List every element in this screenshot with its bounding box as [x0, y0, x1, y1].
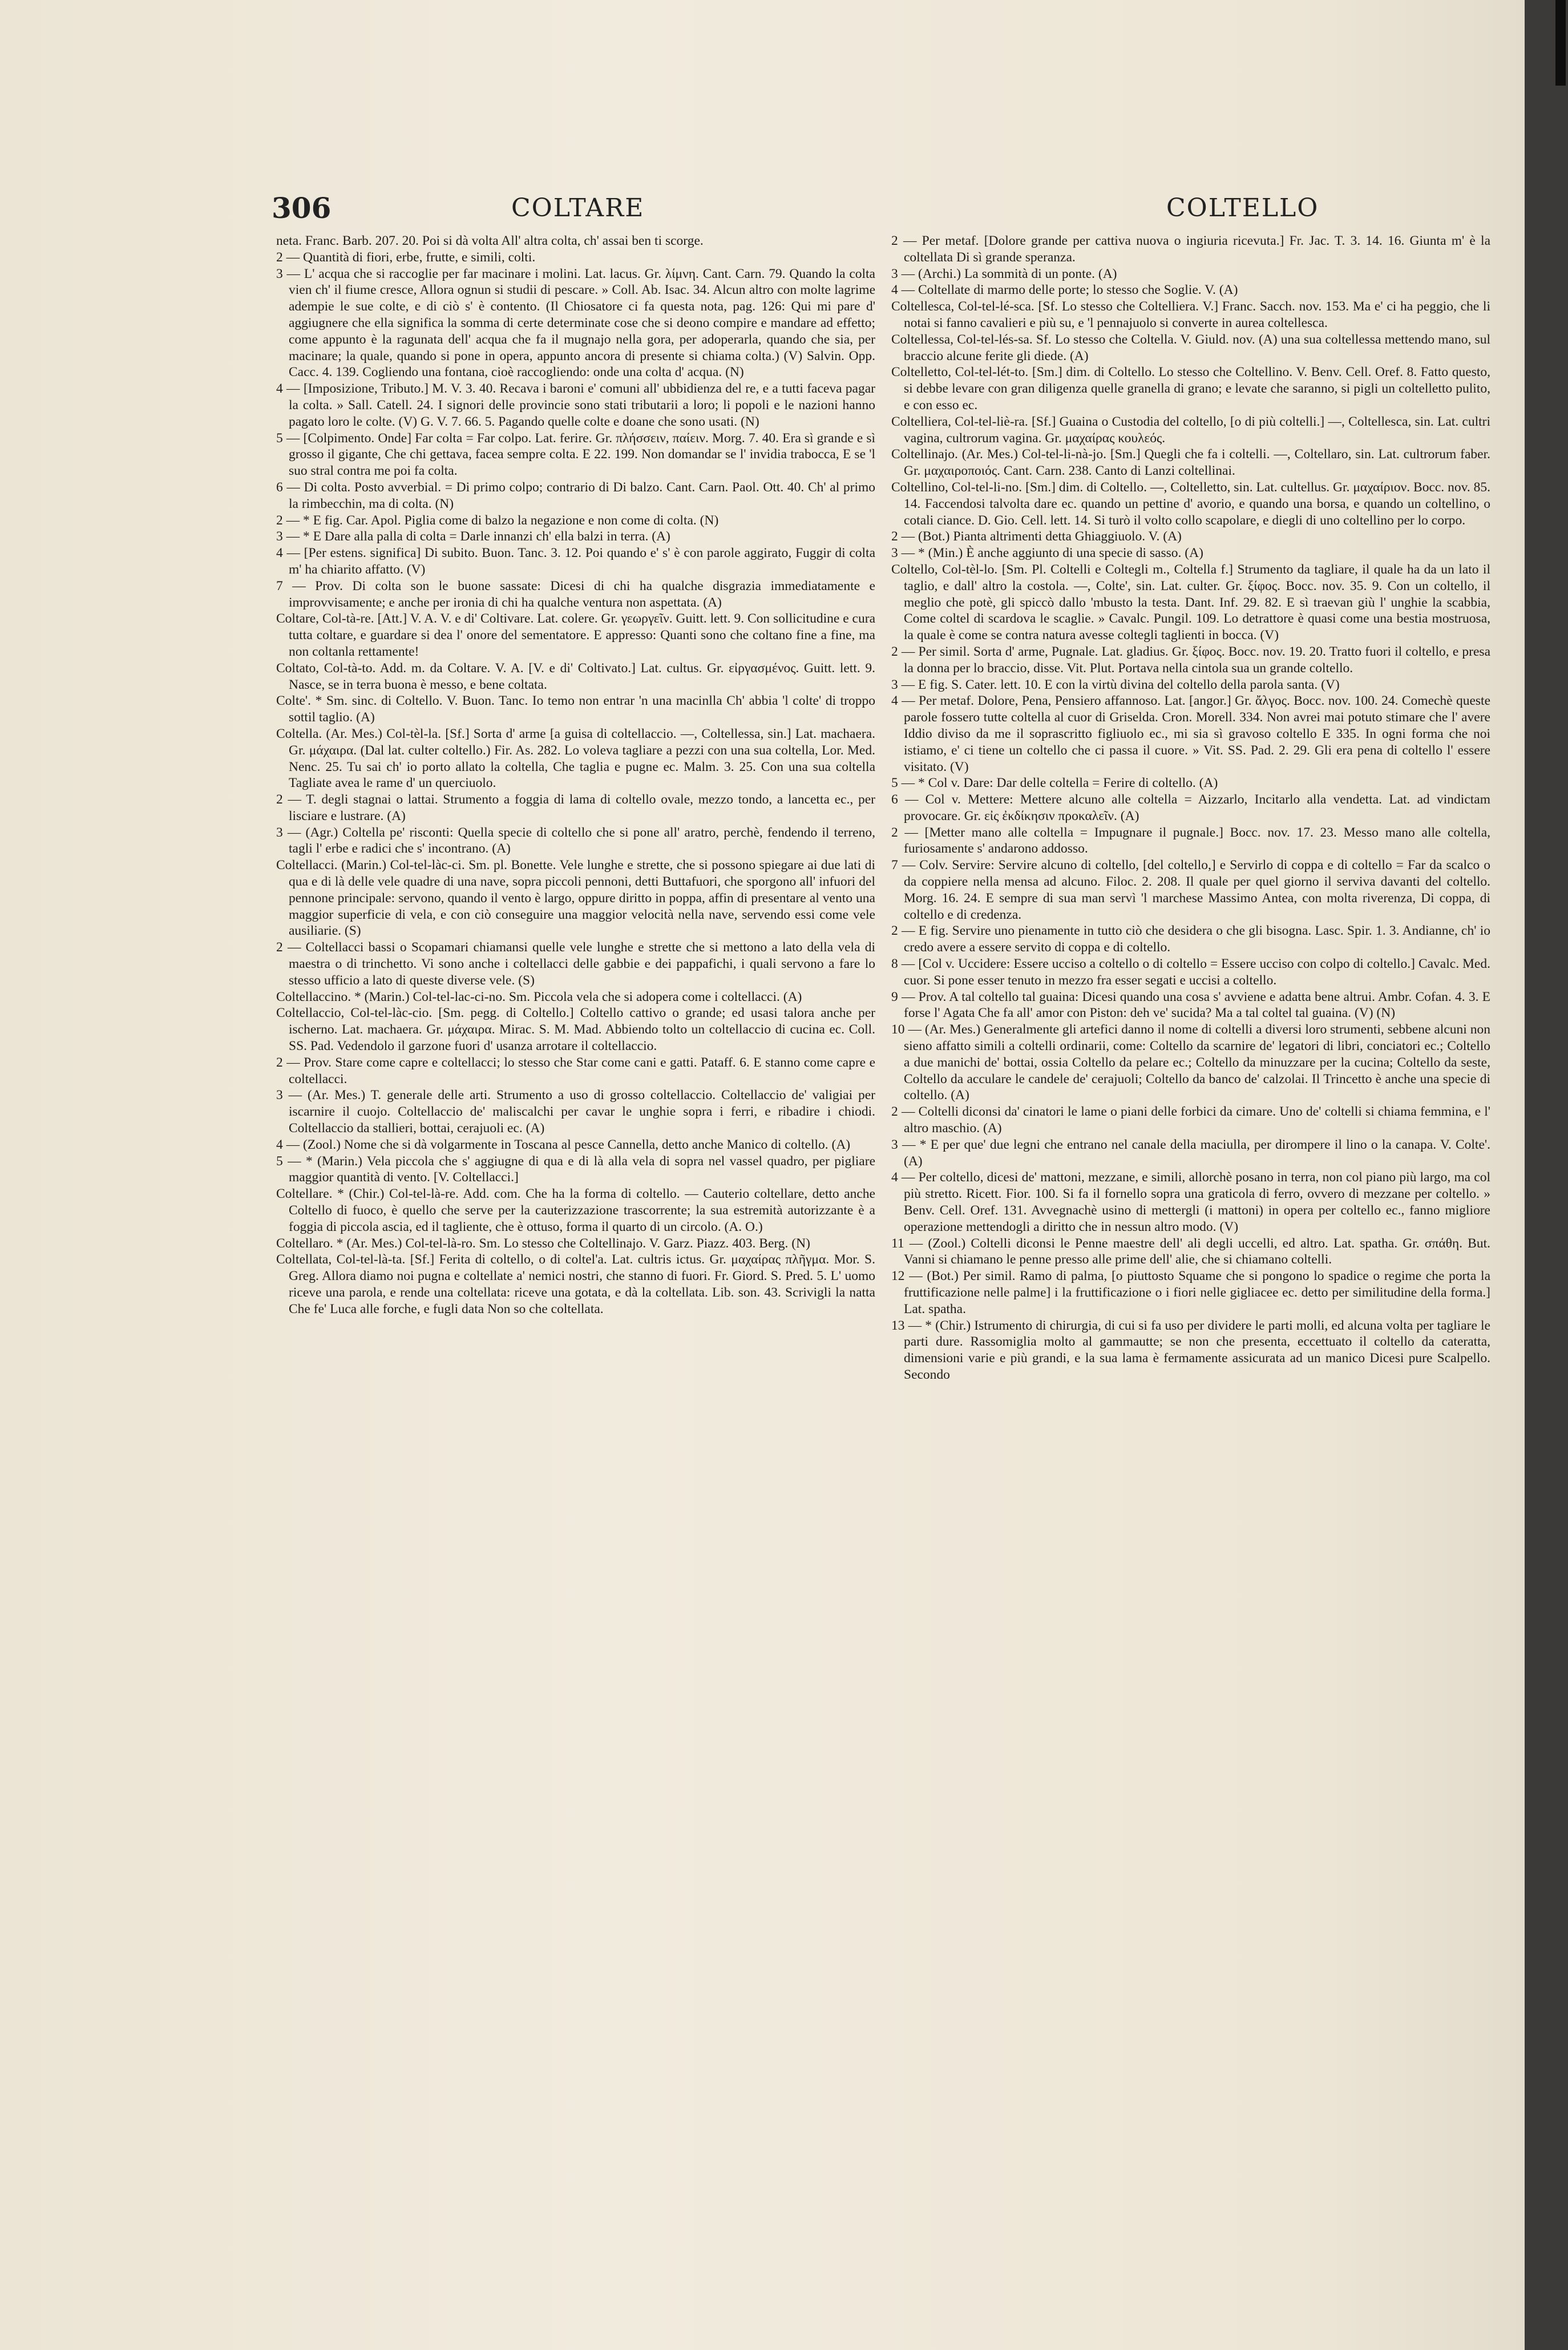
dictionary-entry: 2 — Coltellacci bassi o Scopamari chiamansi quelle vele lunghe e strette che si mettono a lato della vela di maestra o di trinchetto. Vi sono anche i coltellacci delle gabbie e dei pappafichi, i quali servono a fare lo stesso ufficio a lato di queste diverse vele. (S): [276, 940, 875, 988]
dictionary-entry: Coltello, Col-tèl-lo. [Sm. Pl. Coltelli e Coltegli m., Coltella f.] Strumento da tagliare, il quale ha da un lato il taglio, e dall' altro la costola. —, Colte', sin. Lat. culter. Gr. ξίφος. Bocc. nov. 35. 9. Con un coltello, il meglio che potè, gli spiccò dallo 'mbusto la testa. Dant. Inf. 29. 82. E sì traevan giù l' unghie la scabbia, Come coltel di scardova le scaglie. » Cavalc. Pungil. 109. Lo detrattore è quasi come una bestia mostruosa, la quale è come se contra natura avesse coltegli taglienti in bocca. (V): [891, 562, 1490, 643]
dictionary-entry: 3 — E fig. S. Cater. lett. 10. E con la virtù divina del coltello della parola santa. (V): [891, 677, 1340, 692]
dictionary-entry: 10 — (Ar. Mes.) Generalmente gli artefici danno il nome di coltelli a diversi loro strumenti, sebbene alcuni non sieno affatto simili a coltelli ordinarii, come: Coltello da scarnire de' legatori di libri, conciatori ec.; Coltello a due manichi de' bottai, ossia Coltello da pelare ec.; Coltello da minuzzare per la cucina; Coltello da seste, Coltello da acculare le candele de' cerajuoli; Coltello da banco de' calzolai. Il Trincetto è anche una specie di coltello. (A): [891, 1022, 1490, 1103]
dictionary-entry: 3 — * E Dare alla palla di colta = Darle innanzi ch' ella balzi in terra. (A): [276, 529, 670, 544]
dictionary-entry: Coltellacci. (Marin.) Col-tel-làc-ci. Sm. pl. Bonette. Vele lunghe e strette, che si possono spiegare ai due lati di qua e di là delle vele quadre di una nave, sopra piccoli pennoni, detti Buttafuori, che sporgono all' infuori del pennone principale: servono, quando il vento è largo, oppure diritto in poppa, affin di presentare al vento una maggior superficie di vela, e con ciò conseguire una maggior velocità nella nave, servendo essi come vele ausiliarie. (S): [276, 858, 875, 939]
dictionary-entry: Coltellare. * (Chir.) Col-tel-là-re. Add. com. Che ha la forma di coltello. — Cauterio coltellare, detto anche Coltello di fuoco, è quello che serve per la cauterizzazione trascorrente; la sua estremità autorizzante è a foggia di piccola ascia, ed il tagliente, che è ottuso, forma il quarto di un circolo. (A. O.): [276, 1186, 875, 1234]
dictionary-entry: 3 — * (Min.) È anche aggiunto di una specie di sasso. (A): [891, 546, 1203, 561]
dictionary-entry: 4 — Coltellate di marmo delle porte; lo stesso che Soglie. V. (A): [891, 282, 1238, 298]
left-headword: COLTARE: [511, 193, 645, 223]
right-headword: COLTELLO: [1166, 193, 1319, 223]
dictionary-entry: 2 — (Bot.) Pianta altrimenti detta Ghiaggiuolo. V. (A): [891, 529, 1182, 544]
dictionary-entry: neta. Franc. Barb. 207. 20. Poi si dà volta All' altra colta, ch' assai ben ti scorge.: [276, 233, 704, 248]
dictionary-entry: Colte'. * Sm. sinc. di Coltello. V. Buon. Tanc. Io temo non entrar 'n una macinlla Ch' abbia 'l colte' di troppo sottil taglio. (A): [276, 693, 875, 725]
dictionary-entry: 2 — Per simil. Sorta d' arme, Pugnale. Lat. gladius. Gr. ξίφος. Bocc. nov. 19. 20. Tratto fuori il coltello, e presa la donna per lo braccio, disse. Vit. Plut. Portava nella cintola sua un grande coltello.: [891, 644, 1490, 676]
dictionary-entry: Coltare, Col-tà-re. [Att.] V. A. V. e di' Coltivare. Lat. colere. Gr. γεωργεῖν. Guitt. lett. 9. Con sollicitudine e cura tutta coltare, e guardare si dea l' onore del sementatore. E appresso: Quanti sono che coltano fine a fine, ma non coltanla rettamente!: [276, 611, 875, 659]
dictionary-entry: 7 — Colv. Servire: Servire alcuno di coltello, [del coltello,] e Servirlo di coppa e di coltello = Far da scalco o da coppiere nella mensa ad alcuno. Filoc. 2. 208. Il quale per quel giorno il serviva davanti del coltello. Morg. 16. 24. E sempre di sua man servì 'l marchese Massimo Antea, con molta riverenza, Di coppa, di coltello e di credenza.: [891, 858, 1490, 922]
dictionary-entry: 3 — (Agr.) Coltella pe' risconti: Quella specie di coltello che si pone all' aratro, perchè, fendendo il terreno, tagli l' erbe e radici che s' incontrano. (A): [276, 825, 875, 857]
dictionary-entry: 9 — Prov. A tal coltello tal guaina: Dicesi quando una cosa s' avviene e adatta bene altrui. Ambr. Cofan. 4. 3. E forse l' Agata Che fa all' amor con Piston: deh ve' sucida? Ma a tal coltel tal guaina. (V) (N): [891, 989, 1490, 1021]
dictionary-entry: 2 — T. degli stagnai o lattai. Strumento a foggia di lama di coltello ovale, mezzo tondo, a lancetta ec., per lisciare e lustrare. (A): [276, 792, 875, 823]
dictionary-entry: 4 — [Per estens. significa] Di subito. Buon. Tanc. 3. 12. Poi quando e' s' è con parole aggirato, Fuggir di colta m' ha chiarito affatto. (V): [276, 546, 875, 577]
running-header: [0, 191, 1525, 231]
dictionary-entry: Coltellaccino. * (Marin.) Col-tel-lac-ci-no. Sm. Piccola vela che si adopera come i coltellacci. (A): [276, 989, 802, 1004]
dictionary-entry: 12 — (Bot.) Per simil. Ramo di palma, [o piuttosto Squame che si pongono lo spadice o regime che porta la fruttificazione nelle palme] i la fruttificazione o i fiori nelle gigliacee ec. detto per similitudine della forma.] Lat. spatha.: [891, 1269, 1490, 1317]
dictionary-entry: 2 — Coltelli diconsi da' cinatori le lame o piani delle forbici da cimare. Uno de' coltelli si chiama femmina, e l' altro maschio. (A): [891, 1104, 1490, 1136]
dictionary-entry: 2 — Per metaf. [Dolore grande per cattiva nuova o ingiuria ricevuta.] Fr. Jac. T. 3. 14. 16. Giunta m' è la coltellata Di sì grande speranza.: [891, 233, 1490, 265]
left-column: [276, 233, 875, 1318]
dictionary-entry: Coltellaccio, Col-tel-làc-cio. [Sm. pegg. di Coltello.] Coltello cattivo o grande; ed usasi talora anche per ischerno. Lat. machaera. Gr. μάχαιρα. Mirac. S. M. Mad. Abbiendo tolto un coltellaccio di cucina ec. Coll. SS. Pad. Vedendolo il garzone fuori d' usanza arrotare il coltellaccio.: [276, 1006, 875, 1054]
dictionary-entry: 6 — Di colta. Posto avverbial. = Di primo colpo; contrario di Di balzo. Cant. Carn. Paol. Ott. 40. Ch' al primo la rimbecchin, ma di colta. (N): [276, 479, 875, 511]
dictionary-entry: Coltelletto, Col-tel-lét-to. [Sm.] dim. di Coltello. Lo stesso che Coltellino. V. Benv. Cell. Oref. 8. Fatto questo, si debbe levare con gran diligenza quelle granella di grano; e levate che saranno, si pigli un coltelletto pulito, e con esso ec.: [891, 365, 1490, 413]
dictionary-entry: 4 — [Imposizione, Tributo.] M. V. 3. 40. Recava i baroni e' comuni all' ubbidienza del re, e a tutti faceva pagar la colta. » Sall. Catell. 24. I signori delle provincie sono stati tributarii a loro; li popoli e le nazioni hanno pagato loro le colte. (V) G. V. 7. 66. 5. Pagando quelle colte e doane che sono usati. (N): [276, 381, 875, 429]
dictionary-entry: Coltellata, Col-tel-là-ta. [Sf.] Ferita di coltello, o di coltel'a. Lat. cultris ictus. Gr. μαχαίρας πλῆγμα. Mor. S. Greg. Allora diamo noi pugna e coltellate a' nemici nostri, che stanno di fuori. Fr. Giord. S. Pred. 5. L' uomo riceve una parola, e rende una coltellata: riceve una gotata, e dà la coltellata. Lib. son. 43. Scrivigli la natta Che fe' Luca alle forche, e fugli data Non so che coltellata.: [276, 1252, 875, 1317]
dictionary-entry: Coltelliera, Col-tel-liè-ra. [Sf.] Guaina o Custodia del coltello, [o di più coltelli.] —, Coltellesca, sin. Lat. cultri vagina, cultrorum vagina. Gr. μαχαίρας κουλεός.: [891, 414, 1490, 446]
dictionary-entry: Coltellesca, Col-tel-lé-sca. [Sf. Lo stesso che Coltelliera. V.] Franc. Sacch. nov. 153. Ma e' ci ha peggio, che li notai si fanno cavalieri e più su, e 'l pennajuolo si converte in aurea coltellesca.: [891, 299, 1490, 330]
dictionary-entry: 3 — (Archi.) La sommità di un ponte. (A): [891, 266, 1117, 281]
dictionary-entry: 3 — * E per que' due legni che entrano nel canale della maciulla, per dirompere il lino o la canapa. V. Colte'. (A): [891, 1137, 1490, 1169]
dictionary-entry: Coltellaro. * (Ar. Mes.) Col-tel-là-ro. Sm. Lo stesso che Coltellinajo. V. Garz. Piazz. 403. Berg. (N): [276, 1235, 810, 1251]
dictionary-entry: 2 — Quantità di fiori, erbe, frutte, e simili, colti.: [276, 249, 536, 265]
dictionary-entry: 13 — * (Chir.) Istrumento di chirurgia, di cui si fa uso per dividere le parti molli, ed alcuna volta per tagliare le parti dure. Rassomiglia molto al gammautte; se non che presenta, eccettuato il coltello da cateratta, dimensioni varie e più grandi, e la sua lama è fermamente assicurata ad un manico Dicesi pure Scalpello. Secondo: [891, 1318, 1490, 1382]
dictionary-entry: Coltellino, Col-tel-li-no. [Sm.] dim. di Coltello. —, Coltelletto, sin. Lat. cultellus. Gr. μαχαίριον. Bocc. nov. 85. 14. Faccendosi talvolta dare ec. quando un pettine d' avorio, e quando una borsa, e quando un coltellino, o cotali ciance. D. Gio. Cell. lett. 14. Si turò il volto collo scapolare, e diegli di uno coltellino per lo corpo.: [891, 479, 1490, 528]
dictionary-entry: 2 — [Metter mano alle coltella = Impugnare il pugnale.] Bocc. nov. 17. 23. Messo mano alle coltella, furiosamente s' andarono addosso.: [891, 825, 1490, 857]
dictionary-entry: 11 — (Zool.) Coltelli diconsi le Penne maestre dell' ali degli uccelli, ed altro. Lat. spatha. Gr. σπάθη. But. Vanni si chiamano le penne presso alle prime dell' alie, che si chiamano coltelli.: [891, 1235, 1490, 1267]
scan-edge-mark: [1555, 0, 1566, 86]
dictionary-entry: 5 — [Colpimento. Onde] Far colta = Far colpo. Lat. ferire. Gr. πλήσσειν, παίειν. Morg. 7. 40. Era sì grande e sì grosso il gigante, Che chi gettava, facea sempre colta. E 22. 199. Non domandar se l' invidia trabocca, E se 'l suo stral contra me poi fa colta.: [276, 430, 875, 479]
dictionary-entry: 2 — E fig. Servire uno pienamente in tutto ciò che desidera o che gli bisogna. Lasc. Spir. 1. 3. Andianne, ch' io credo avere a essere servito di coppa e di coltello.: [891, 923, 1490, 955]
book-edge: [1525, 0, 1568, 2350]
dictionary-entry: 5 — * (Marin.) Vela piccola che s' aggiugne di qua e di là alla vela di sopra nel vassel quadro, per pigliare maggior quantità di vento. [V. Coltellacci.]: [276, 1153, 875, 1185]
dictionary-entry: 4 — (Zool.) Nome che si dà volgarmente in Toscana al pesce Cannella, detto anche Manico di coltello. (A): [276, 1137, 851, 1152]
dictionary-entry: 8 — [Col v. Uccidere: Essere ucciso a coltello o di coltello = Essere ucciso con colpo di coltello.] Cavalc. Med. cuor. Si pone esser tenuto in mezzo fra esser segati e uccisi a coltello.: [891, 956, 1490, 988]
dictionary-entry: 4 — Per metaf. Dolore, Pena, Pensiero affannoso. Lat. [angor.] Gr. ἄλγος. Bocc. nov. 100. 24. Comechè queste parole fossero tutte coltella al cuor di Griselda. Cron. Morell. 334. Non avrei mai potuto stimare che l' avere Iddio diviso da me il soprascritto figliuolo ec., mi sia sì gravoso coltello E 335. In ogni forma che noi istiamo, e' ci tiene un coltello che ci passa il cuore. » Vit. SS. Pad. 2. 29. Gli era pena di coltello l' essere visitato. (V): [891, 693, 1490, 774]
right-column: [891, 233, 1490, 1383]
dictionary-entry: 2 — Prov. Stare come capre e coltellacci; lo stesso che Star come cani e gatti. Pataff. 6. E stanno come capre e coltellacci.: [276, 1055, 875, 1087]
dictionary-entry: 7 — Prov. Di colta son le buone sassate: Dicesi di chi ha qualche disgrazia immediatamente e improvvisamente; e anche per ironia di chi ha qualche ventura non aspettata. (A): [276, 578, 875, 610]
dictionary-entry: Coltellinajo. (Ar. Mes.) Col-tel-li-nà-jo. [Sm.] Quegli che fa i coltelli. —, Coltellaro, sin. Lat. cultrorum faber. Gr. μαχαιροποιός. Cant. Carn. 238. Canto di Lanzi coltellinai.: [891, 447, 1490, 479]
dictionary-entry: 2 — * E fig. Car. Apol. Piglia come di balzo la negazione e non come di colta. (N): [276, 512, 719, 528]
dictionary-entry: Coltellessa, Col-tel-lés-sa. Sf. Lo stesso che Coltella. V. Giuld. nov. (A) una sua coltellessa mettendo mano, sul braccio alcune ferite gli diede. (A): [891, 332, 1490, 364]
dictionary-entry: 3 — (Ar. Mes.) T. generale delle arti. Strumento a uso di grosso coltellaccio. Coltellaccio de' valigiai per iscarnire il cuojo. Coltellaccio de' maliscalchi per cavar le unghie sopra i ferri, e ribadire i chiodi. Coltellaccio da stallieri, bottai, cerajuoli ec. (A): [276, 1088, 875, 1136]
dictionary-entry: 3 — L' acqua che si raccoglie per far macinare i molini. Lat. lacus. Gr. λίμνη. Cant. Carn. 79. Quando la colta vien ch' il fiume cresce, Allora ognun si studii di pescare. » Coll. Ab. Isac. 34. Alcun altro con molte lagrime adempie le sue colte, e di ciò s' è contento. (Il Chiosatore ci fa questa nota, pag. 126: Qui mi pare d' aggiugnere che ella significa la somma di certe determinate cose che si deono compire e mandare ad effetto; come appunto è la ragunata dell' acqua che fa il mugnajo nella gora, per adoperarla, quando che sia, per macinare; la quale, quando si pone in opera, appunto ancora di presente si chiama colta.) (V) Salvin. Opp. Cacc. 4. 139. Cogliendo una fontana, cioè raccogliendo: onde una colta d' acqua. (N): [276, 266, 875, 380]
dictionary-entry: Coltella. (Ar. Mes.) Col-tèl-la. [Sf.] Sorta d' arme [a guisa di coltellaccio. —, Coltellessa, sin.] Lat. machaera. Gr. μάχαιρα. (Dal lat. culter coltello.) Fir. As. 282. Lo voleva tagliare a pezzi con una sua coltella, Lor. Med. Nenc. 25. Tu sai ch' io porto allato la coltella, Che taglia e pugne ec. Malm. 3. 25. Con una sua coltella Tagliate avea le rame d' un querciuolo.: [276, 726, 875, 791]
page-number: 306: [272, 191, 332, 225]
dictionary-entry: 6 — Col v. Mettere: Mettere alcuno alle coltella = Aizzarlo, Incitarlo alla vendetta. Lat. ad vindictam provocare. Gr. εἰς ἐκδίκησιν προκαλεῖν. (A): [891, 792, 1490, 823]
dictionary-entry: 4 — Per coltello, dicesi de' mattoni, mezzane, e simili, allorchè posano in terra, non col piano più largo, ma col più stretto. Ricett. Fior. 100. Si fa il fornello sopra una graticola di ferro, ovvero di mezzane per coltello. » Benv. Cell. Oref. 131. Avvegnachè usino di mettergli (i mattoni) in opera per coltello ec., fanno migliore operazione mettendogli a diritto che in nessun altro modo. (V): [891, 1170, 1490, 1234]
dictionary-entry: Coltato, Col-tà-to. Add. m. da Coltare. V. A. [V. e di' Coltivato.] Lat. cultus. Gr. εἰργασμένος. Guitt. lett. 9. Nasce, se in terra buona è messo, e bene coltata.: [276, 660, 875, 692]
dictionary-entry: 5 — * Col v. Dare: Dar delle coltella = Ferire di coltello. (A): [891, 776, 1218, 791]
